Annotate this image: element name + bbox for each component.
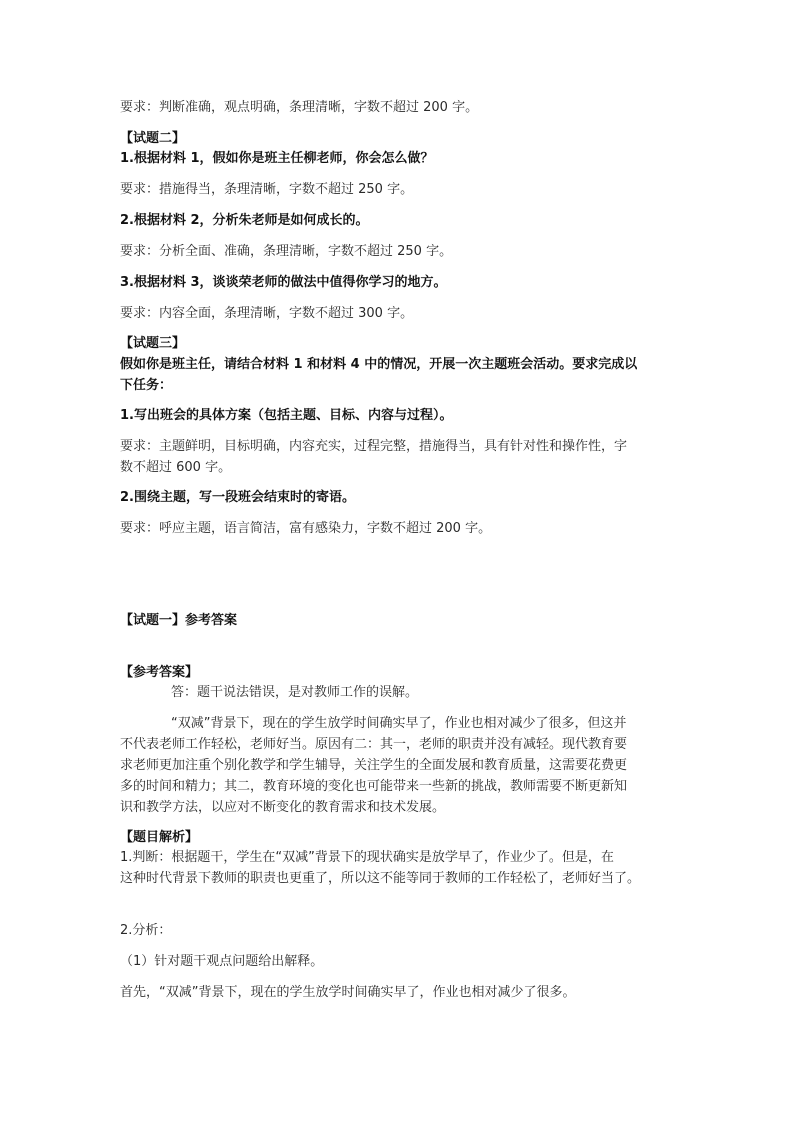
section-heading-2: 【试题二】 <box>120 131 186 146</box>
answer-statement: 答：题干说法错误，是对教师工作的误解。 <box>171 685 419 700</box>
analysis-heading: 【题目解析】 <box>120 830 199 845</box>
question-3-1: 1.写出班会的具体方案（包括主题、目标、内容与过程）。 <box>120 408 453 423</box>
answer-paragraph-line: “双减”背景下，现在的学生放学时间确实早了，作业也相对减少了很多，但这并 <box>171 716 627 731</box>
analysis-2-1: （1）针对题干观点问题给出解释。 <box>120 954 324 969</box>
analysis-line: 这种时代背景下教师的职责也更重了，所以这不能等同于教师的工作轻松了，老师好当了。 <box>120 871 641 886</box>
question-3-intro-cont: 下任务： <box>120 378 173 393</box>
requirement-text: 要求：判断准确，观点明确，条理清晰，字数不超过 200 字。 <box>120 100 479 115</box>
requirement-text: 要求：分析全面、准确，条理清晰，字数不超过 250 字。 <box>120 244 453 259</box>
answer-title: 【试题一】参考答案 <box>120 613 238 628</box>
answer-paragraph-line: 多的时间和精力；其二，教育环境的变化也可能带来一些新的挑战，教师需要不断更新知 <box>120 779 628 794</box>
question-2-3: 3.根据材料 3，谈谈荣老师的做法中值得你学习的地方。 <box>120 275 447 290</box>
answer-paragraph-line: 不代表老师工作轻松，老师好当。原因有二：其一，老师的职责并没有减轻。现代教育要 <box>120 737 628 752</box>
analysis-line: 1.判断：根据题干，学生在“双减”背景下的现状确实是放学早了，作业少了。但是，在 <box>120 850 614 865</box>
requirement-text: 要求：呼应主题，语言简洁，富有感染力，字数不超过 200 字。 <box>120 521 492 536</box>
requirement-text: 要求：主题鲜明，目标明确，内容充实，过程完整，措施得当，具有针对性和操作性，字 <box>120 439 628 454</box>
analysis-2-2: 首先，“双减”背景下，现在的学生放学时间确实早了，作业也相对减少了很多。 <box>120 985 576 1000</box>
requirement-text-cont: 数不超过 600 字。 <box>120 460 232 475</box>
question-3-2: 2.围绕主题，写一段班会结束时的寄语。 <box>120 490 355 505</box>
answer-paragraph-line: 求老师更加注重个别化教学和学生辅导，关注学生的全面发展和教育质量，这需要花费更 <box>120 758 628 773</box>
question-3-intro: 假如你是班主任，请结合材料 1 和材料 4 中的情况，开展一次主题班会活动。要求完成以 <box>120 357 638 372</box>
question-2-2: 2.根据材料 2，分析朱老师是如何成长的。 <box>120 213 369 228</box>
section-heading-3: 【试题三】 <box>120 336 186 351</box>
requirement-text: 要求：措施得当，条理清晰，字数不超过 250 字。 <box>120 182 414 197</box>
answer-paragraph-line: 识和教学方法，以应对不断变化的教育需求和技术发展。 <box>120 800 446 815</box>
question-2-1: 1.根据材料 1，假如你是班主任柳老师，你会怎么做？ <box>120 151 434 166</box>
analysis-2-heading: 2.分析： <box>120 923 172 938</box>
reference-answer-heading: 【参考答案】 <box>120 665 199 680</box>
requirement-text: 要求：内容全面，条理清晰，字数不超过 300 字。 <box>120 306 414 321</box>
